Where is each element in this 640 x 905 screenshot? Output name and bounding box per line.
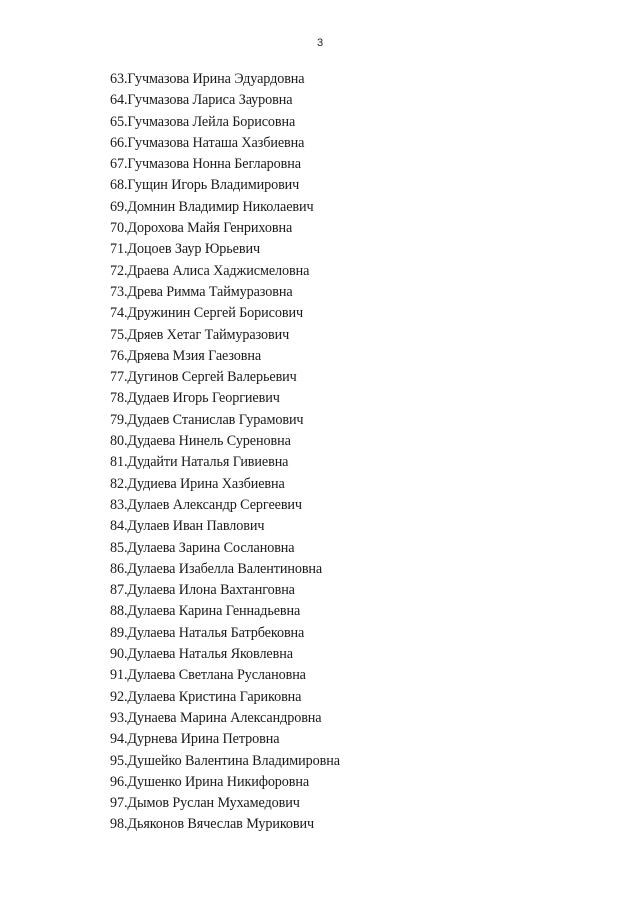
list-item: 70.Дорохова Майя Генриховна: [110, 220, 293, 237]
list-item: 82.Дудиева Ирина Хазбиевна: [110, 475, 285, 492]
list-item: 78.Дудаев Игорь Георгиевич: [110, 390, 280, 407]
list-item: 67.Гучмазова Нонна Бегларовна: [110, 156, 301, 173]
list-item: 87.Дулаева Илона Вахтанговна: [110, 582, 295, 599]
name-list: [110, 69, 340, 836]
list-item: 88.Дулаева Карина Геннадьевна: [110, 603, 301, 620]
list-item: 75.Дряев Хетаг Таймуразович: [110, 326, 290, 343]
list-item: 71.Доцоев Заур Юрьевич: [110, 241, 260, 258]
list-item: 74.Дружинин Сергей Борисович: [110, 305, 303, 322]
list-item: 86.Дулаева Изабелла Валентиновна: [110, 560, 323, 577]
list-item: 98.Дьяконов Вячеслав Мурикович: [110, 816, 315, 833]
list-item: 93.Дунаева Марина Александровна: [110, 709, 322, 726]
list-item: 76.Дряева Мзия Гаезовна: [110, 347, 262, 364]
list-item: 81.Дудайти Наталья Гивиевна: [110, 454, 289, 471]
list-item: 83.Дулаев Александр Сергеевич: [110, 496, 302, 513]
list-item: 97.Дымов Руслан Мухамедович: [110, 795, 300, 812]
list-item: 85.Дулаева Зарина Сослановна: [110, 539, 295, 556]
list-item: 72.Драева Алиса Хаджисмеловна: [110, 262, 310, 279]
list-item: 95.Душейко Валентина Владимировна: [110, 752, 340, 769]
list-item: 91.Дулаева Светлана Руслановна: [110, 667, 306, 684]
list-item: 79.Дудаев Станислав Гурамович: [110, 411, 304, 428]
list-item: 77.Дугинов Сергей Валерьевич: [110, 369, 297, 386]
list-item: 69.Домнин Владимир Николаевич: [110, 198, 314, 215]
list-item: 63.Гучмазова Ирина Эдуардовна: [110, 71, 305, 87]
list-item: 80.Дудаева Нинель Суреновна: [110, 433, 291, 450]
list-item: 84.Дулаев Иван Павлович: [110, 518, 265, 535]
list-item: 66.Гучмазова Наташа Хазбиевна: [110, 134, 305, 151]
list-item: 64.Гучмазова Лариса Зауровна: [110, 92, 293, 109]
page-number: 3: [316, 37, 324, 49]
list-item: 65.Гучмазова Лейла Борисовна: [110, 113, 296, 130]
list-item: 94.Дурнева Ирина Петровна: [110, 731, 280, 748]
list-item: 96.Душенко Ирина Никифоровна: [110, 773, 310, 790]
list-item: 68.Гущин Игорь Владимирович: [110, 177, 300, 194]
list-item: 92.Дулаева Кристина Гариковна: [110, 688, 302, 705]
list-item: 73.Древа Римма Таймуразовна: [110, 283, 293, 300]
list-item: 89.Дулаева Наталья Батрбековна: [110, 624, 305, 641]
list-item: 90.Дулаева Наталья Яковлевна: [110, 646, 293, 663]
